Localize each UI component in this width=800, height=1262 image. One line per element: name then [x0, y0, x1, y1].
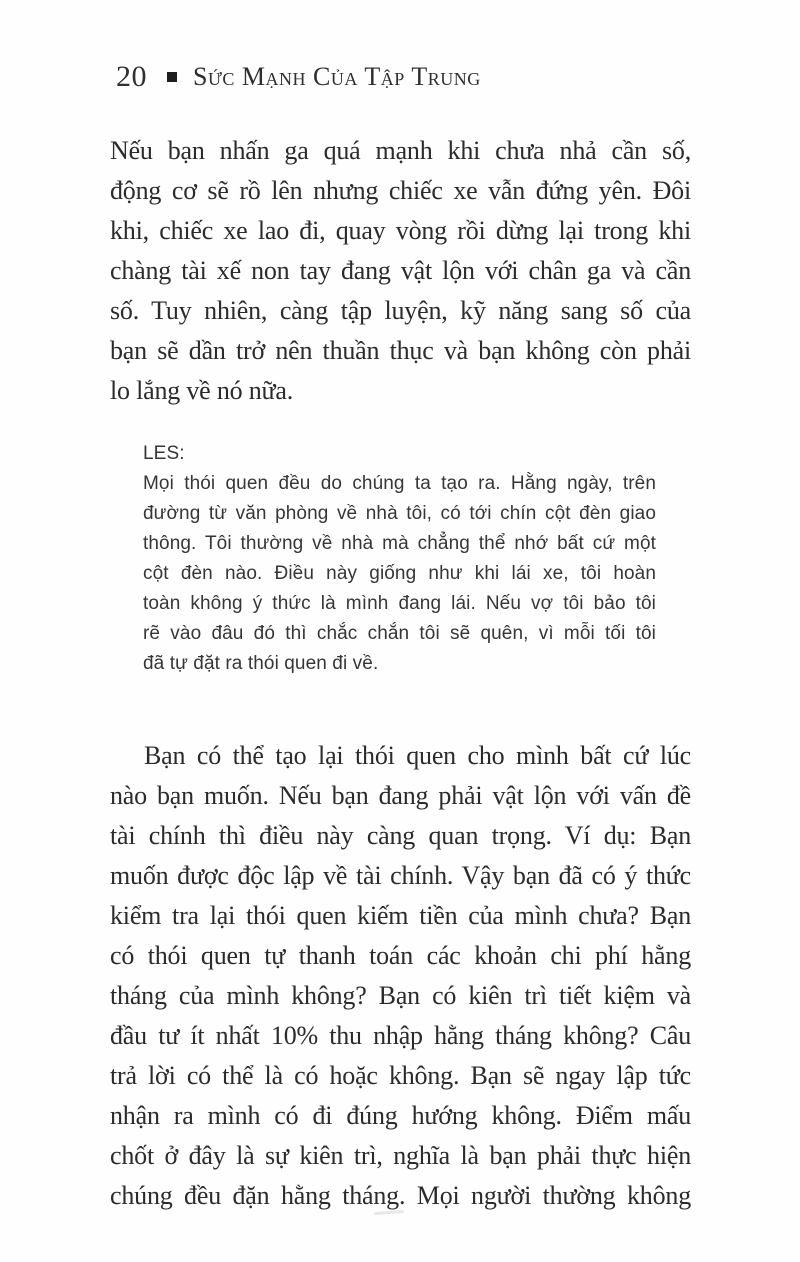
text-line: toàn không ý thức là mình đang lái. Nếu vợ tôi bảo tôi [143, 593, 656, 614]
text-line: bạn sẽ dần trở nên thuần thục và bạn không còn phải [110, 336, 691, 365]
square-bullet-icon [167, 72, 177, 82]
text-line: muốn được độc lập về tài chính. Vậy bạn đã có ý thức [110, 861, 691, 890]
text-line: khi, chiếc xe lao đi, quay vòng rồi dừng lại trong khi [110, 216, 691, 245]
text-line: Bạn có thể tạo lại thói quen cho mình bất cứ lúc [144, 741, 691, 770]
text-line: tài chính thì điều này càng quan trọng. Ví dụ: Bạn [110, 821, 691, 850]
text-line: chúng đều đặn hằng tháng. Mọi người thường không [110, 1181, 691, 1210]
text-line: chàng tài xế non tay đang vật lộn với chân ga và cần [110, 256, 691, 285]
text-line: nhận ra mình có đi đúng hướng không. Điểm mấu [110, 1101, 691, 1130]
running-title: Sức Mạnh Của Tập Trung [193, 62, 481, 91]
text-line: chốt ở đây là sự kiên trì, nghĩa là bạn phải thực hiện [110, 1141, 691, 1170]
text-line: đã tự đặt ra thói quen đi về. [143, 653, 379, 674]
text-line: rẽ vào đâu đó thì chắc chắn tôi sẽ quên, vì mỗi tối tôi [143, 623, 656, 644]
paragraph-body-1 [110, 131, 691, 411]
text-line: Mọi thói quen đều do chúng ta tạo ra. Hằng ngày, trên [143, 473, 656, 494]
block-quote [143, 439, 656, 679]
text-line: có thói quen tự thanh toán các khoản chi phí hằng [110, 941, 691, 970]
text-line: thông. Tôi thường về nhà mà chẳng thể nhớ bất cứ một [143, 533, 656, 554]
text-line: tháng của mình không? Bạn có kiên trì tiết kiệm và [110, 981, 691, 1010]
quote-text [143, 469, 656, 679]
text-line: nào bạn muốn. Nếu bạn đang phải vật lộn với vấn đề [110, 781, 691, 810]
paragraph-body-2 [110, 736, 691, 1216]
page-number: 20 [116, 60, 147, 93]
quote-speaker-label: LES: [143, 443, 185, 464]
text-line: đầu tư ít nhất 10% thu nhập hằng tháng không? Câu [110, 1021, 691, 1050]
text-line: trả lời có thể là có hoặc không. Bạn sẽ ngay lập tức [110, 1061, 691, 1090]
text-line: đường từ văn phòng về nhà tôi, có tới chín cột đèn giao [143, 503, 656, 524]
text-line: Nếu bạn nhấn ga quá mạnh khi chưa nhả cần số, [110, 136, 691, 165]
text-line: lo lắng về nó nữa. [110, 376, 294, 405]
text-line: động cơ sẽ rồ lên nhưng chiếc xe vẫn đứng yên. Đôi [110, 176, 691, 205]
text-line: kiểm tra lại thói quen kiếm tiền của mình chưa? Bạn [110, 901, 691, 930]
text-line: số. Tuy nhiên, càng tập luyện, kỹ năng sang số của [110, 296, 691, 325]
page-header [116, 62, 481, 92]
text-line: cột đèn nào. Điều này giống như khi lái xe, tôi hoàn [143, 563, 656, 584]
